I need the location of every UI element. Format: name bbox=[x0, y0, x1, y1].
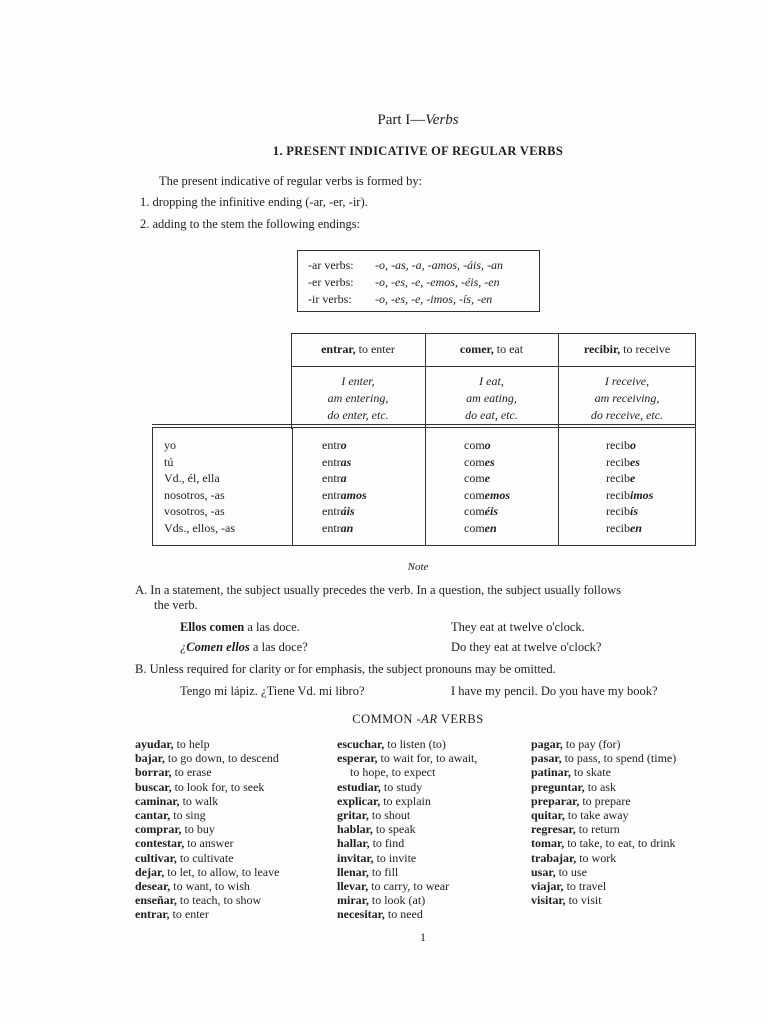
list-item: quitar, to take away bbox=[531, 808, 629, 823]
verb-form: come bbox=[464, 471, 490, 486]
pronoun: vosotros, -as bbox=[164, 504, 225, 519]
list-item: trabajar, to work bbox=[531, 850, 617, 865]
verb-form: recibe bbox=[606, 471, 636, 486]
list-item: mirar, to look (at) bbox=[337, 893, 426, 908]
list-item: contestar, to answer bbox=[135, 836, 234, 851]
list-item: gritar, to shout bbox=[337, 808, 411, 823]
note-heading: Note bbox=[407, 561, 429, 573]
list-item: borrar, to erase bbox=[135, 765, 212, 780]
verb-form: recibimos bbox=[606, 487, 654, 502]
forms-recibir bbox=[606, 437, 653, 537]
verb-form: comemos bbox=[464, 487, 511, 502]
list-item: enseñar, to teach, to show bbox=[135, 893, 262, 908]
list-item: llenar, to fill bbox=[337, 864, 399, 879]
example-a2: ¿Comen ellos a las doce? bbox=[180, 640, 308, 654]
list-item: invitar, to invite bbox=[337, 850, 417, 865]
list-item: entrar, to enter bbox=[135, 907, 209, 922]
list-item: pasar, to pass, to spend (time) bbox=[531, 751, 677, 766]
list-item: escuchar, to listen (to) bbox=[337, 737, 446, 751]
forms-comer bbox=[464, 437, 510, 537]
list-item: caminar, to walk bbox=[135, 793, 219, 808]
forms-entrar bbox=[322, 437, 367, 537]
step-2: 2. adding to the stem the following endings: bbox=[140, 217, 361, 231]
list-item: visitar, to visit bbox=[531, 893, 602, 908]
meaning-comer: I eat, am eating, do eat, etc. bbox=[465, 374, 518, 422]
endings-ar: -ar verbs: -o, -as, -a, -amos, -áis, -an bbox=[308, 258, 503, 272]
note-b: B. Unless required for clarity or for emphasis, the subject pronouns may be omitted. bbox=[135, 662, 556, 676]
endings-er: -er verbs: -o, -es, -e, -emos, -éis, -en bbox=[308, 275, 500, 289]
list-item: pagar, to pay (for) bbox=[531, 737, 621, 751]
example-a2-translation: Do they eat at twelve o'clock? bbox=[451, 640, 602, 654]
list-item: cantar, to sing bbox=[135, 808, 206, 823]
list-item: esperar, to wait for, to await, bbox=[337, 751, 478, 766]
list-item: dejar, to let, to allow, to leave bbox=[135, 864, 280, 879]
verb-form: entras bbox=[322, 454, 352, 469]
verb-form: recibo bbox=[606, 438, 636, 452]
note-a-line1: A. In a statement, the subject usually precedes the verb. In a question, the subject usually follows bbox=[135, 583, 621, 597]
verb-form: entráis bbox=[322, 504, 355, 519]
list-item: buscar, to look for, to seek bbox=[135, 779, 265, 794]
endings-box bbox=[297, 250, 540, 312]
pronoun: nosotros, -as bbox=[164, 487, 225, 502]
pronoun: yo bbox=[164, 438, 176, 452]
list-item: necesitar, to need bbox=[337, 907, 423, 922]
endings-ir: -ir verbs: -o, -es, -e, -imos, -ís, -en bbox=[308, 292, 493, 306]
example-b-translation: I have my pencil. Do you have my book? bbox=[451, 684, 658, 698]
col-head-recibir: recibir, to receive bbox=[583, 342, 671, 356]
list-item: explicar, to explain bbox=[337, 793, 431, 808]
verb-form: como bbox=[464, 438, 491, 452]
note-a-line2: the verb. bbox=[154, 598, 198, 612]
verb-form: recibes bbox=[606, 454, 640, 469]
list-item: ayudar, to help bbox=[135, 737, 210, 751]
list-item: hablar, to speak bbox=[337, 822, 416, 837]
verb-form: comen bbox=[464, 520, 497, 535]
meaning-recibir: I receive, am receiving, do receive, etc. bbox=[590, 374, 664, 422]
list-item: estudiar, to study bbox=[337, 779, 423, 794]
col-head-comer: comer, to eat bbox=[459, 342, 524, 356]
verb-form: recibís bbox=[606, 504, 638, 519]
list-item: llevar, to carry, to wear bbox=[337, 879, 450, 894]
list-item: cultivar, to cultivate bbox=[135, 850, 234, 865]
list-item: viajar, to travel bbox=[531, 879, 607, 894]
verb-form: reciben bbox=[606, 520, 642, 535]
pronoun: Vds., ellos, -as bbox=[164, 520, 235, 535]
pronoun-list bbox=[164, 437, 235, 537]
example-a1: Ellos comen a las doce. bbox=[180, 620, 300, 634]
col-head-entrar: entrar, to enter bbox=[321, 342, 395, 356]
list-item: bajar, to go down, to descend bbox=[135, 751, 279, 766]
verb-form: entro bbox=[322, 438, 347, 452]
list-item: tomar, to take, to eat, to drink bbox=[531, 836, 676, 851]
list-item: desear, to want, to wish bbox=[135, 879, 250, 894]
verb-form: entran bbox=[322, 520, 354, 535]
list-item: preparar, to prepare bbox=[531, 793, 631, 808]
list-item: usar, to use bbox=[531, 864, 587, 879]
part-title: Part I—Verbs bbox=[377, 112, 459, 128]
verb-form: comes bbox=[464, 454, 495, 469]
verb-list-col-1 bbox=[135, 737, 279, 922]
verb-list-col-3 bbox=[531, 737, 676, 907]
pronoun: Vd., él, ella bbox=[164, 471, 220, 486]
pronoun: tú bbox=[164, 454, 174, 469]
verb-form: entra bbox=[322, 471, 347, 486]
verb-form: entramos bbox=[322, 487, 367, 502]
verb-list-col-2 bbox=[337, 737, 477, 922]
example-a1-translation: They eat at twelve o'clock. bbox=[451, 620, 585, 634]
list-item: patinar, to skate bbox=[531, 765, 611, 780]
example-b: Tengo mi lápiz. ¿Tiene Vd. mi libro? bbox=[180, 684, 365, 698]
meaning-entrar: I enter, am entering, do enter, etc. bbox=[327, 374, 389, 422]
page-number: 1 bbox=[420, 930, 426, 944]
common-verbs-title: COMMON -AR VERBS bbox=[352, 712, 484, 726]
list-item: regresar, to return bbox=[531, 822, 620, 837]
list-item: to hope, to expect bbox=[350, 765, 436, 780]
step-1: 1. dropping the infinitive ending (-ar, -er, -ir). bbox=[140, 195, 368, 209]
list-item: hallar, to find bbox=[337, 836, 405, 851]
list-item: preguntar, to ask bbox=[531, 779, 617, 794]
intro-text: The present indicative of regular verbs is formed by: bbox=[159, 174, 423, 188]
verb-form: coméis bbox=[464, 504, 499, 519]
list-item: comprar, to buy bbox=[135, 822, 215, 837]
section-title: 1. PRESENT INDICATIVE OF REGULAR VERBS bbox=[272, 144, 564, 158]
